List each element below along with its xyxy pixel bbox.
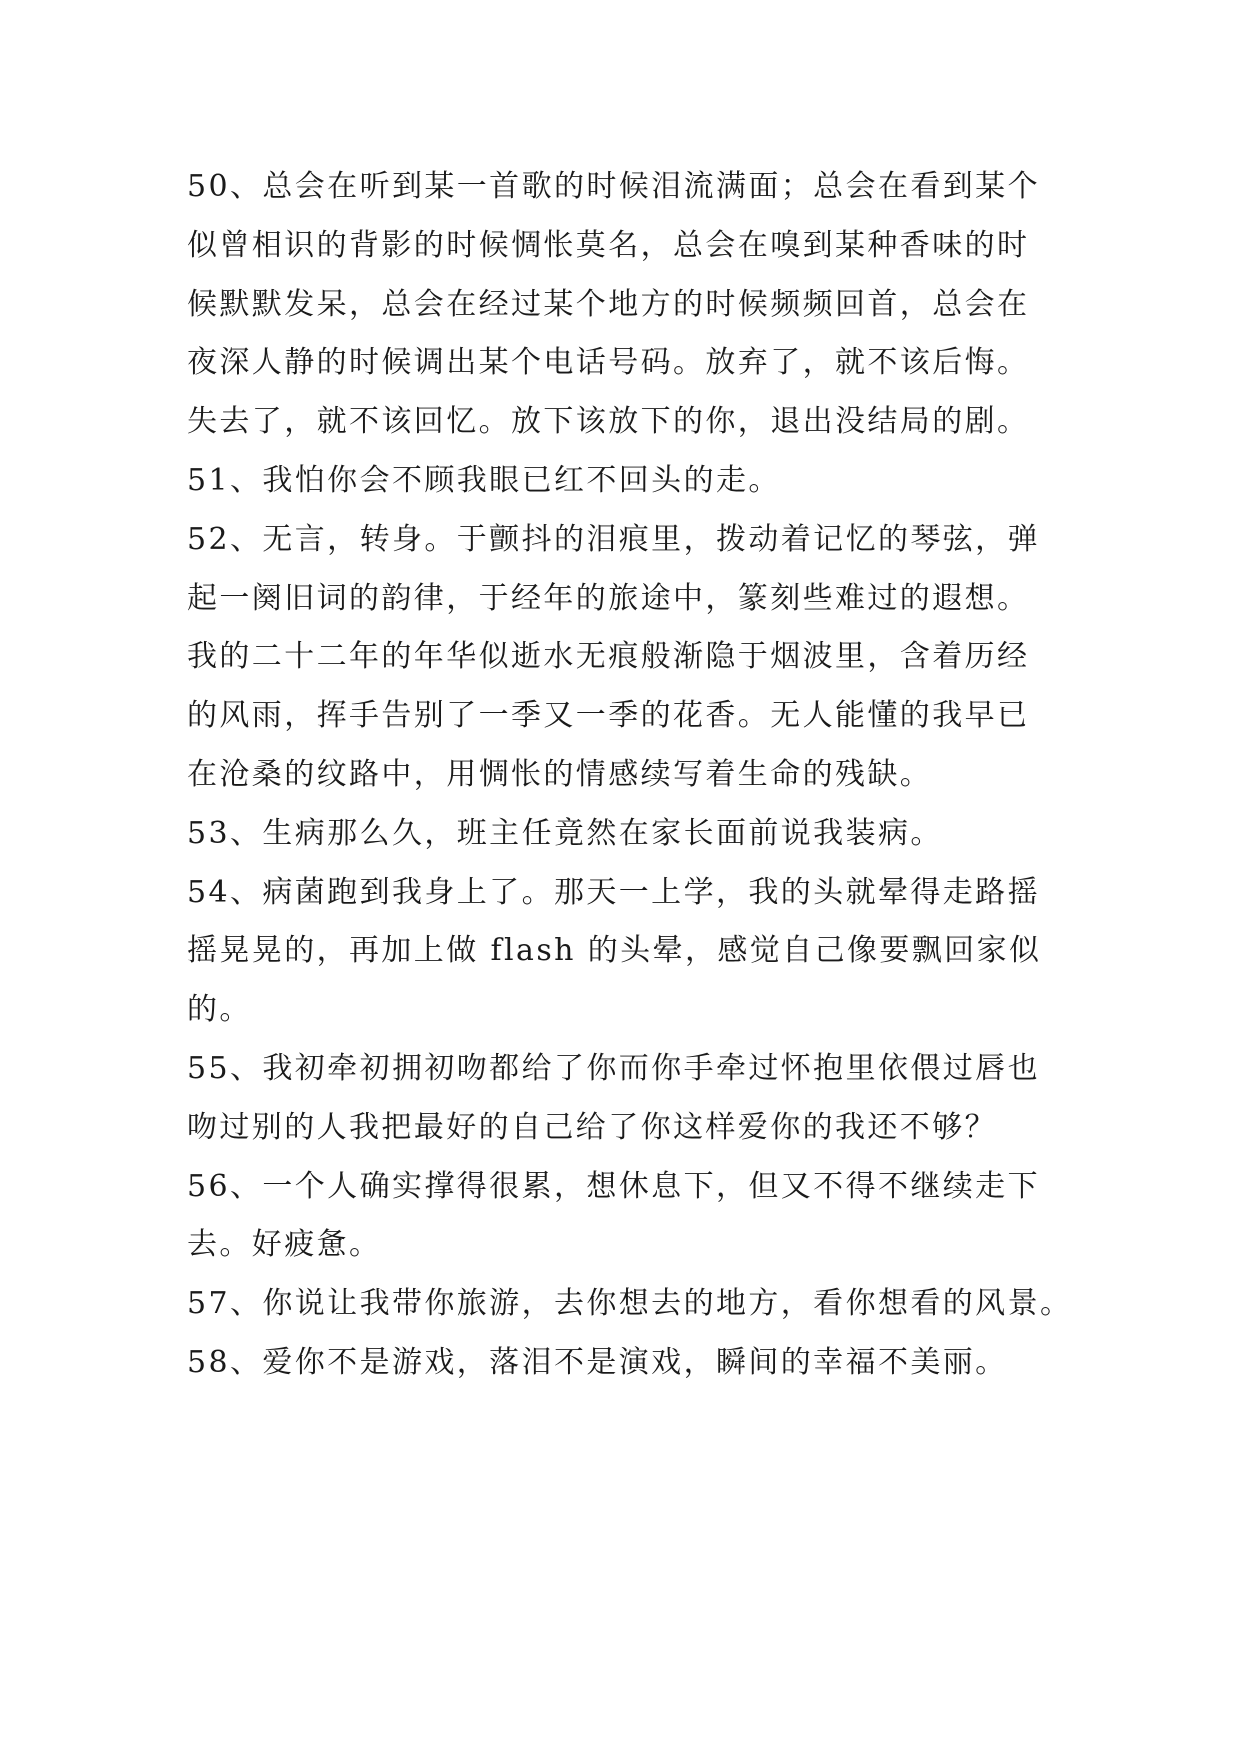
text-line: 候默默发呆，总会在经过某个地方的时候频频回首，总会在 [187, 286, 1030, 322]
text-line: 57、你说让我带你旅游，去你想去的地方，看你想看的风景。 [187, 1286, 1073, 1322]
text-line: 55、我初牵初拥初吻都给了你而你手牵过怀抱里依偎过唇也 [187, 1050, 1040, 1086]
text-line: 51、我怕你会不顾我眼已红不回头的走。 [187, 462, 781, 498]
document-body [187, 158, 1073, 1393]
text-line: 起一阕旧词的韵律，于经年的旅途中，篆刻些难过的遐想。 [187, 580, 1030, 616]
text-line: 58、爱你不是游戏，落泪不是演戏，瞬间的幸福不美丽。 [187, 1344, 1008, 1380]
text-line: 去。好疲惫。 [187, 1227, 382, 1263]
text-line: 50、总会在听到某一首歌的时候泪流满面；总会在看到某个 [187, 169, 1040, 204]
text-line: 的。 [187, 992, 252, 1028]
text-line: 56、一个人确实撑得很累，想休息下，但又不得不继续走下 [187, 1168, 1040, 1204]
text-line: 似曾相识的背影的时候惆怅莫名，总会在嗅到某种香味的时 [187, 227, 1030, 263]
text-line: 的风雨，挥手告别了一季又一季的花香。无人能懂的我早已 [187, 698, 1030, 734]
text-line: 我的二十二年的年华似逝水无痕般渐隐于烟波里，含着历经 [187, 639, 1030, 675]
text-line: 在沧桑的纹路中，用惆怅的情感续写着生命的残缺。 [187, 756, 933, 792]
text-line: 夜深人静的时候调出某个电话号码。放弃了，就不该后悔。 [187, 345, 1030, 381]
text-line: 53、生病那么久，班主任竟然在家长面前说我装病。 [187, 815, 943, 851]
text-line: 52、无言，转身。于颤抖的泪痕里，拨动着记忆的琴弦，弹 [187, 521, 1040, 557]
text-line: 摇晃晃的，再加上做 flash 的头晕，感觉自己像要飘回家似 [187, 933, 1042, 969]
text-line: 吻过别的人我把最好的自己给了你这样爱你的我还不够？ [187, 1109, 997, 1145]
text-line: 54、病菌跑到我身上了。那天一上学，我的头就晕得走路摇 [187, 874, 1040, 910]
text-line: 失去了，就不该回忆。放下该放下的你，退出没结局的剧。 [187, 404, 1030, 440]
